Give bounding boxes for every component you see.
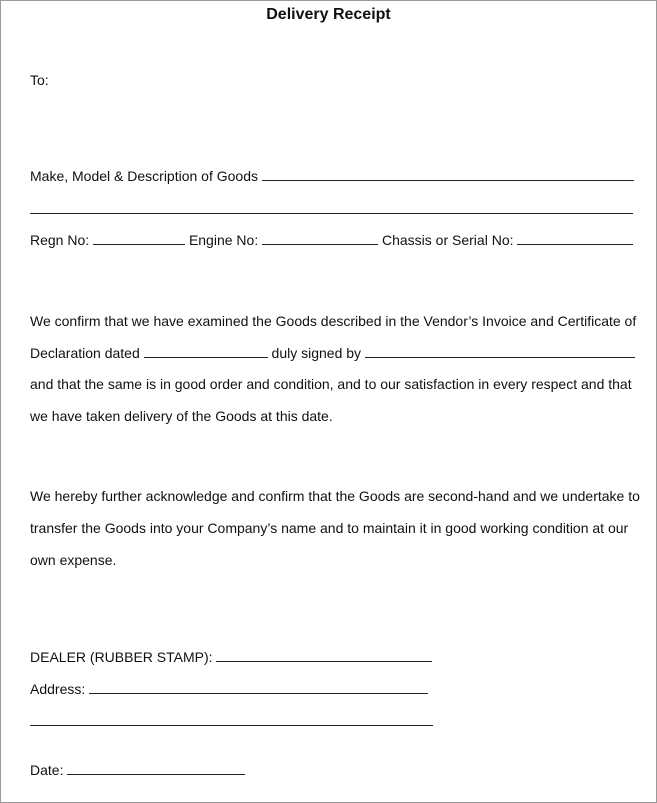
para2-line1	[30, 488, 640, 504]
dealer-stamp-field[interactable]	[216, 649, 432, 662]
address-field[interactable]	[89, 681, 428, 694]
goods-description-field[interactable]	[262, 168, 634, 181]
signed-by-field[interactable]	[365, 345, 635, 358]
para2-text-1: We hereby further acknowledge and confirm that the Goods are second-hand and we undertake to	[30, 488, 640, 504]
goods-description-continuation-field[interactable]	[30, 201, 633, 214]
goods-line	[30, 168, 634, 184]
para2-line3	[30, 552, 116, 568]
para2-text-2: transfer the Goods into your Company’s name and to maintain it in good working condition at our	[30, 520, 629, 536]
para1-text-3: and that the same is in good order and condition, and to our satisfaction in every respect and that	[30, 376, 632, 392]
goods-continuation-line	[30, 201, 633, 217]
chassis-field[interactable]	[517, 232, 633, 245]
engine-field[interactable]	[262, 232, 378, 245]
address-continuation-field[interactable]	[30, 713, 433, 726]
para1-line4	[30, 408, 333, 424]
vehicle-ids-line	[30, 232, 633, 248]
para1-line2	[30, 345, 635, 361]
document-title: Delivery Receipt	[266, 6, 391, 23]
chassis-label: Chassis or Serial No:	[382, 232, 514, 248]
to-label: To:	[30, 72, 49, 88]
regn-label: Regn No:	[30, 232, 90, 248]
para1-text-4: we have taken delivery of the Goods at this date.	[30, 408, 333, 424]
to-line	[30, 72, 49, 88]
engine-label: Engine No:	[188, 232, 259, 248]
date-field[interactable]	[67, 762, 245, 775]
para2-text-3: own expense.	[30, 552, 117, 568]
para1-line3	[30, 376, 632, 392]
date-line	[30, 762, 245, 778]
declaration-date-field[interactable]	[144, 345, 268, 358]
goods-label: Make, Model & Description of Goods	[30, 168, 258, 184]
address-line	[30, 681, 428, 697]
address-continuation-line	[30, 713, 433, 729]
para2-line2	[30, 520, 628, 536]
declaration-label: Declaration dated	[30, 345, 140, 361]
dealer-label: DEALER (RUBBER STAMP):	[30, 649, 213, 665]
address-label: Address:	[30, 681, 86, 697]
para1-text-1: We confirm that we have examined the Goods described in the Vendor’s Invoice and Certificate of	[30, 313, 637, 329]
date-label: Date:	[30, 762, 64, 778]
regn-field[interactable]	[93, 232, 185, 245]
signed-by-label: duly signed by	[271, 345, 362, 361]
para1-line1	[30, 313, 636, 329]
dealer-line	[30, 649, 432, 665]
